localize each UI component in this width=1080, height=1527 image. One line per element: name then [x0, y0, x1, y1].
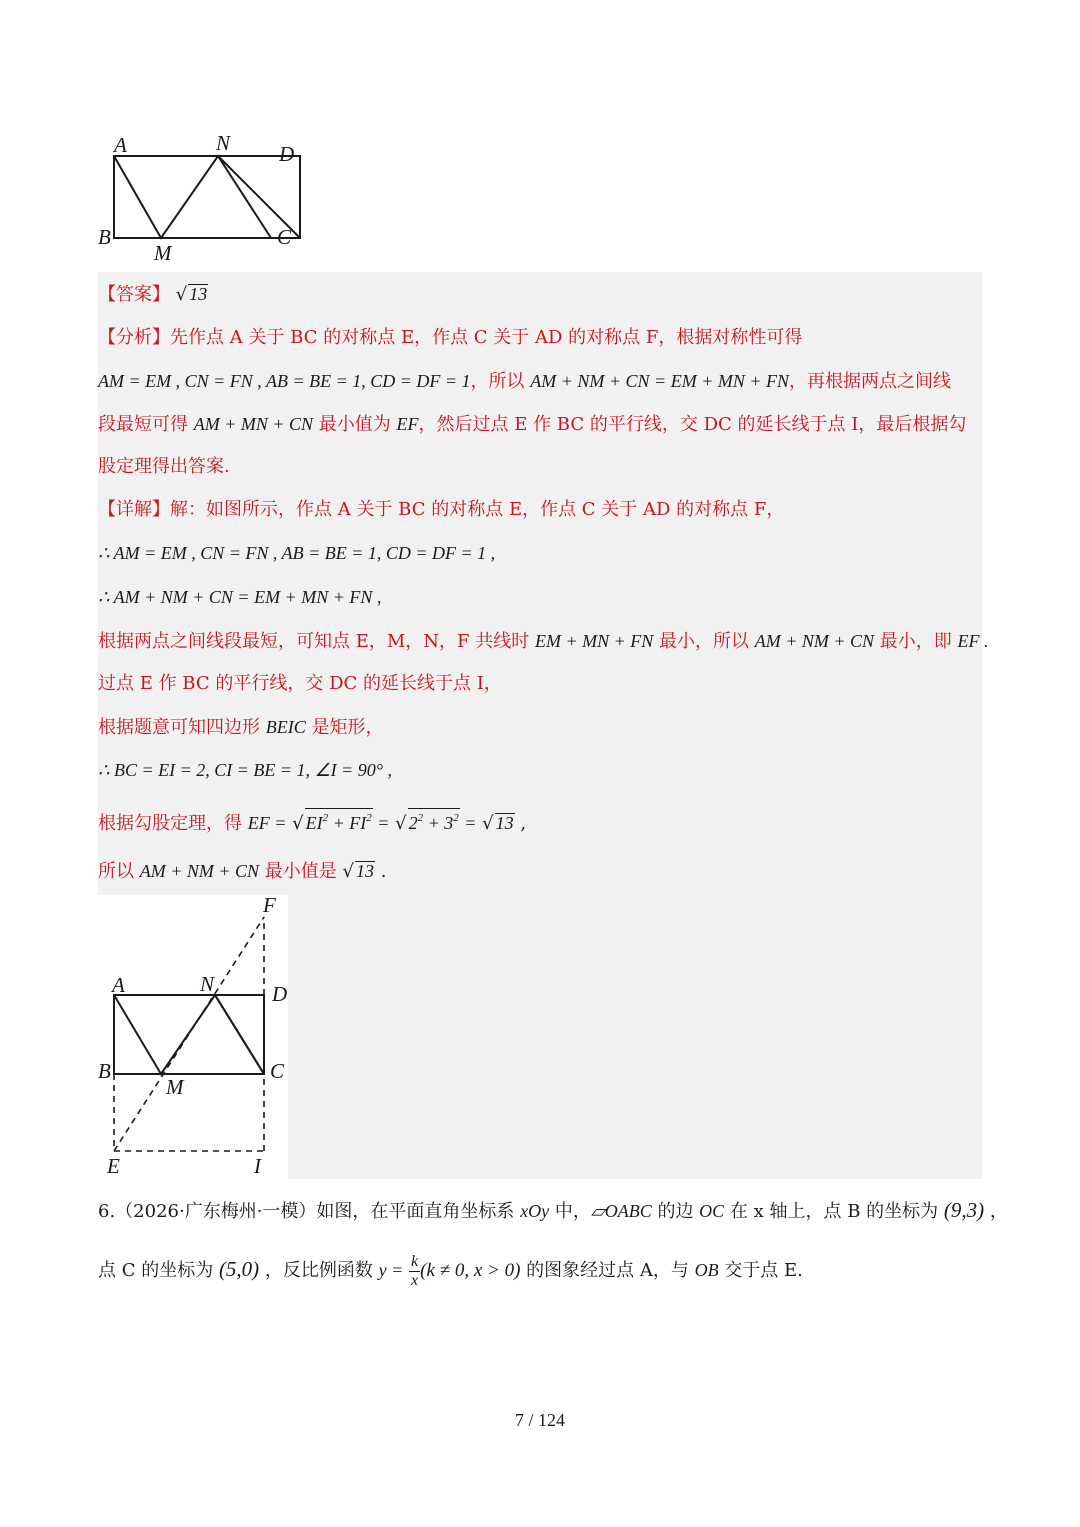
question6-line-2	[98, 1250, 803, 1290]
detail-line-4	[98, 628, 988, 655]
q6-eq-1f: OC	[699, 1201, 725, 1221]
q6-eq-1h: (9,3)	[943, 1198, 985, 1222]
fig2-label-M: M	[166, 1075, 184, 1099]
analysis-text-6: ，然后过点 E 作 BC 的平行线，交 DC 的延长线于点 I，最后根据勾	[418, 414, 967, 435]
detail-eq-8i: 13	[495, 813, 514, 833]
analysis-text-2: ，所以	[470, 371, 531, 392]
detail-tag: 【详解】	[98, 499, 170, 520]
detail-line-3	[98, 584, 381, 611]
detail-text-6c: 是矩形，	[305, 717, 384, 738]
detail-eq-8d: + FI	[328, 813, 367, 833]
detail-eq-6b: BEIC	[265, 717, 306, 737]
detail-eq-8b: EF =	[247, 813, 287, 833]
detail-text-4e: 最小，即	[874, 631, 958, 652]
fig1-label-D: D	[279, 142, 295, 166]
detail-eq-9e: .	[374, 861, 387, 882]
q6-eq-2b: (5,0)	[218, 1257, 260, 1281]
analysis-text-1: 先作点 A 关于 BC 的对称点 E，作点 C 关于 AD 的对称点 F，根据对称性可得	[170, 327, 803, 348]
figure-rectangle-2	[98, 895, 288, 1179]
q6-text-2j: 交于点 E.	[718, 1260, 803, 1281]
analysis-eq-1: AM = EM , CN = FN , AB = BE = 1, CD = DF = 1	[98, 371, 471, 391]
detail-text-6a: 根据题意可知四边形	[98, 717, 266, 738]
analysis-text-5: 最小值为	[313, 414, 397, 435]
fig2-label-F: F	[263, 893, 276, 917]
fig1-label-N: N	[216, 131, 231, 155]
detail-eq-4f: EF .	[957, 631, 989, 651]
q6-eq-1b: xOy	[520, 1201, 550, 1221]
q6-fraction: $\frac{k}{x}$	[411, 1252, 419, 1289]
q6-text-1c: 中，	[549, 1201, 591, 1222]
analysis-eq-4: EF	[396, 414, 419, 434]
detail-eq-8j: ,	[514, 813, 527, 834]
analysis-eq-3: AM + MN + CN	[193, 414, 314, 434]
q6-text-1a: 6.（2026·广东梅州·一模）如图，在平面直角坐标系	[98, 1201, 521, 1222]
fig2-label-N: N	[200, 972, 215, 996]
q6-eq-2d: y =	[378, 1260, 404, 1280]
analysis-eq-2: AM + NM + CN = EM + MN + FN	[530, 371, 789, 391]
analysis-line-3	[98, 411, 966, 438]
detail-line-6	[98, 714, 383, 741]
analysis-tag: 【分析】	[98, 327, 170, 348]
detail-eq-9b: AM + NM + CN	[139, 861, 260, 881]
detail-eq-8e: =	[372, 813, 390, 833]
detail-line-1	[98, 497, 784, 523]
fig2-label-A: A	[112, 973, 125, 997]
fig1-label-A: A	[114, 133, 127, 157]
analysis-line-1	[98, 325, 802, 351]
page-number: 7 / 124	[514, 1410, 565, 1430]
fig1-label-B: B	[98, 225, 111, 249]
answer-value: 13	[189, 284, 208, 304]
fig2-label-D: D	[272, 982, 288, 1006]
detail-line-2	[98, 540, 495, 567]
detail-text-8a: 根据勾股定理，得	[98, 813, 248, 834]
detail-eq-4d: AM + NM + CN	[754, 631, 875, 651]
detail-line-9: 所以 AM + NM + CN 最小值是 √ 13 .	[98, 861, 387, 882]
detail-eq-2: ∴ AM = EM , CN = FN , AB = BE = 1, CD = DF = 1 ,	[98, 543, 496, 563]
q6-eq-1d: ▱OABC	[590, 1201, 652, 1221]
detail-eq-3: ∴ AM + NM + CN = EM + MN + FN ,	[98, 587, 382, 607]
analysis-text-3: ，再根据两点之间线	[789, 371, 951, 392]
detail-text-4a: 根据两点之间线段最短，可知点 E，M，N，F 共线时	[98, 631, 535, 652]
detail-text-4c: 最小，所以	[653, 631, 755, 652]
fig2-label-I: I	[254, 1154, 261, 1178]
q6-eq-2i: OB	[694, 1260, 719, 1280]
fig1-label-M: M	[154, 241, 172, 265]
detail-eq-4b: EM + MN + FN	[534, 631, 654, 651]
detail-text-9c: 最小值是	[259, 861, 343, 882]
detail-eq-9d: 13	[355, 861, 374, 881]
analysis-line-4: 股定理得出答案.	[98, 456, 230, 477]
analysis-text-4: 段最短可得	[98, 414, 194, 435]
detail-text-1: 解：如图所示，作点 A 关于 BC 的对称点 E，作点 C 关于 AD 的对称点 F，	[170, 499, 785, 520]
q6-text-2h: 的图象经过点 A，与	[520, 1260, 695, 1281]
q6-text-2a: 点 C 的坐标为	[98, 1260, 219, 1281]
analysis-line-2	[98, 368, 951, 395]
detail-line-7	[98, 757, 392, 784]
q6-eq-2g: (k ≠ 0, x > 0)	[420, 1260, 521, 1281]
fig2-label-B: B	[98, 1059, 111, 1083]
fig1-label-C: C	[277, 225, 292, 249]
detail-eq-7: ∴ BC = EI = 2, CI = BE = 1, ∠I = 90° ,	[98, 760, 392, 780]
q6-text-1i: ，	[984, 1201, 1008, 1222]
detail-line-5: 过点 E 作 BC 的平行线，交 DC 的延长线于点 I，	[98, 673, 502, 694]
answer-line: 【答案】 √ 13	[98, 284, 208, 305]
detail-text-9a: 所以	[98, 861, 140, 882]
detail-eq-8c: EI	[305, 813, 323, 833]
fig2-label-E: E	[107, 1154, 120, 1178]
detail-eq-8f: 2	[408, 813, 418, 833]
q6-text-1g: 在 x 轴上，点 B 的坐标为	[724, 1201, 944, 1222]
q6-text-2c: ，反比例函数	[259, 1260, 379, 1281]
answer-tag: 【答案】	[98, 284, 170, 305]
question6-line-1	[98, 1197, 1008, 1225]
detail-eq-8h: =	[459, 813, 477, 833]
detail-eq-8g: + 3	[423, 813, 454, 833]
fig2-label-C: C	[270, 1059, 285, 1083]
q6-text-1e: 的边	[651, 1201, 700, 1222]
detail-line-8: 根据勾股定理，得 EF = √ $EI^2 + FI^2$ = √ $2^2 + 3^2$ = √ 13 ,	[98, 808, 526, 837]
